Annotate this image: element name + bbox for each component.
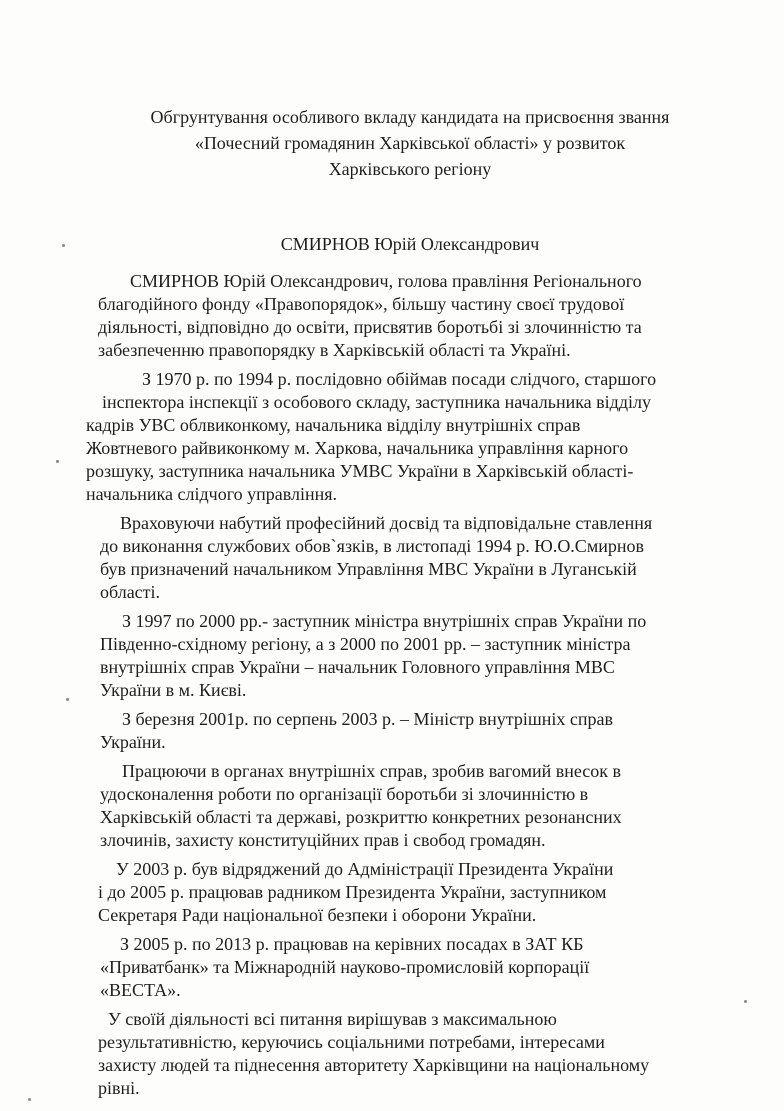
paragraph-line: Жовтневого райвиконкому м. Харкова, начальника управління карного — [86, 438, 629, 458]
paragraph-line: благодійного фонду «Правопорядок», більшу частину своєї трудової — [98, 294, 625, 314]
title-line-2: «Почесний громадянин Харківської області» у розвиток — [194, 133, 626, 153]
paragraph-line: З 1970 р. по 1994 р. послідовно обіймав посади слідчого, старшого — [142, 369, 657, 389]
scan-speck — [66, 698, 69, 701]
paragraph-line: результативністю, керуючись соціальними потребами, інтересами — [98, 1032, 605, 1052]
paragraph-intro — [78, 270, 736, 362]
paragraph-line: кадрів УВС облвиконкому, начальника відділу внутрішніх справ — [86, 415, 581, 435]
candidate-name-heading: СМИРНОВ Юрій Олександрович — [280, 234, 540, 254]
document-body — [78, 270, 736, 1106]
paragraph-line: Секретаря Ради національної безпеки і оборони України. — [98, 905, 537, 925]
paragraph-line: удосконалення роботи по організації боротьби зі злочинністю в — [100, 784, 589, 804]
paragraph-line: захисту людей та піднесення авторитету Харківщини на національному — [98, 1055, 650, 1075]
paragraph-line: Працюючи в органах внутрішніх справ, зробив вагомий внесок в — [122, 761, 622, 781]
paragraph-line: Враховуючи набутий професійний досвід та відповідальне ставлення — [120, 513, 653, 533]
title-line-3: Харківського регіону — [328, 159, 492, 179]
paragraph-line: і до 2005 р. працював радником Президента України, заступником — [98, 882, 607, 902]
paragraph-line: начальника слідчого управління. — [86, 484, 338, 504]
paragraph-line: до виконання службових обов`язків, в листопаді 1994 р. Ю.О.Смирнов — [100, 536, 644, 556]
paragraph-line: забезпеченню правопорядку в Харківській області та Україні. — [98, 340, 571, 360]
paragraph-line: СМИРНОВ Юрій Олександрович, голова правління Регіонального — [130, 271, 642, 291]
paragraph-line: був призначений начальником Управління МВС України в Луганській — [100, 559, 637, 579]
paragraph-line: З березня 2001р. по серпень 2003 р. – Міністр внутрішніх справ — [122, 709, 613, 729]
paragraph-line: З 1997 по 2000 рр.- заступник міністра внутрішніх справ України по — [122, 611, 647, 631]
paragraph-minister — [78, 708, 736, 754]
paragraph-line: інспектора інспекції з особового складу, заступника начальника відділу — [102, 392, 651, 412]
scan-speck — [744, 1000, 747, 1003]
scan-speck — [62, 244, 65, 247]
paragraph-appointment-1994 — [78, 512, 736, 604]
paragraph-presidential-admin — [78, 858, 736, 927]
paragraph-line: злочинів, захисту конституційних прав і свобод громадян. — [100, 830, 546, 850]
paragraph-line: України. — [100, 732, 166, 752]
paragraph-line: З 2005 р. по 2013 р. працював на керівних посадах в ЗАТ КБ — [120, 934, 584, 954]
paragraph-conclusion — [78, 1008, 736, 1100]
paragraph-line: «ВЕСТА». — [100, 980, 181, 1000]
paragraph-line: розшуку, заступника начальника УМВС України в Харківській області- — [86, 461, 634, 481]
scan-speck — [56, 460, 59, 463]
paragraph-career-1970 — [78, 368, 736, 506]
paragraph-contribution — [78, 760, 736, 852]
paragraph-deputy-minister — [78, 610, 736, 702]
title-line-1: Обгрунтування особливого вкладу кандидата на присвоєння звання — [150, 107, 670, 127]
paragraph-line: внутрішніх справ України – начальник Головного управління МВС — [100, 657, 615, 677]
paragraph-line: Харківській області та державі, розкриттю конкретних резонансних — [100, 807, 622, 827]
paragraph-line: діяльності, відповідно до освіти, присвятив боротьбі зі злочинністю та — [98, 317, 642, 337]
scan-speck — [28, 1098, 31, 1101]
paragraph-line: Південно-східному регіону, а з 2000 по 2001 рр. – заступник міністра — [100, 634, 631, 654]
paragraph-line: України в м. Києві. — [100, 680, 247, 700]
paragraph-line: У своїй діяльності всі питання вирішував з максимальною — [108, 1009, 557, 1029]
paragraph-line: У 2003 р. був відряджений до Адміністрації Президента України — [116, 859, 614, 879]
document-title — [90, 104, 730, 182]
paragraph-line: області. — [100, 582, 161, 602]
paragraph-private-sector — [78, 933, 736, 1002]
paragraph-line: рівні. — [98, 1078, 140, 1098]
paragraph-line: «Приватбанк» та Міжнародній науково-промисловій корпорації — [100, 957, 590, 977]
